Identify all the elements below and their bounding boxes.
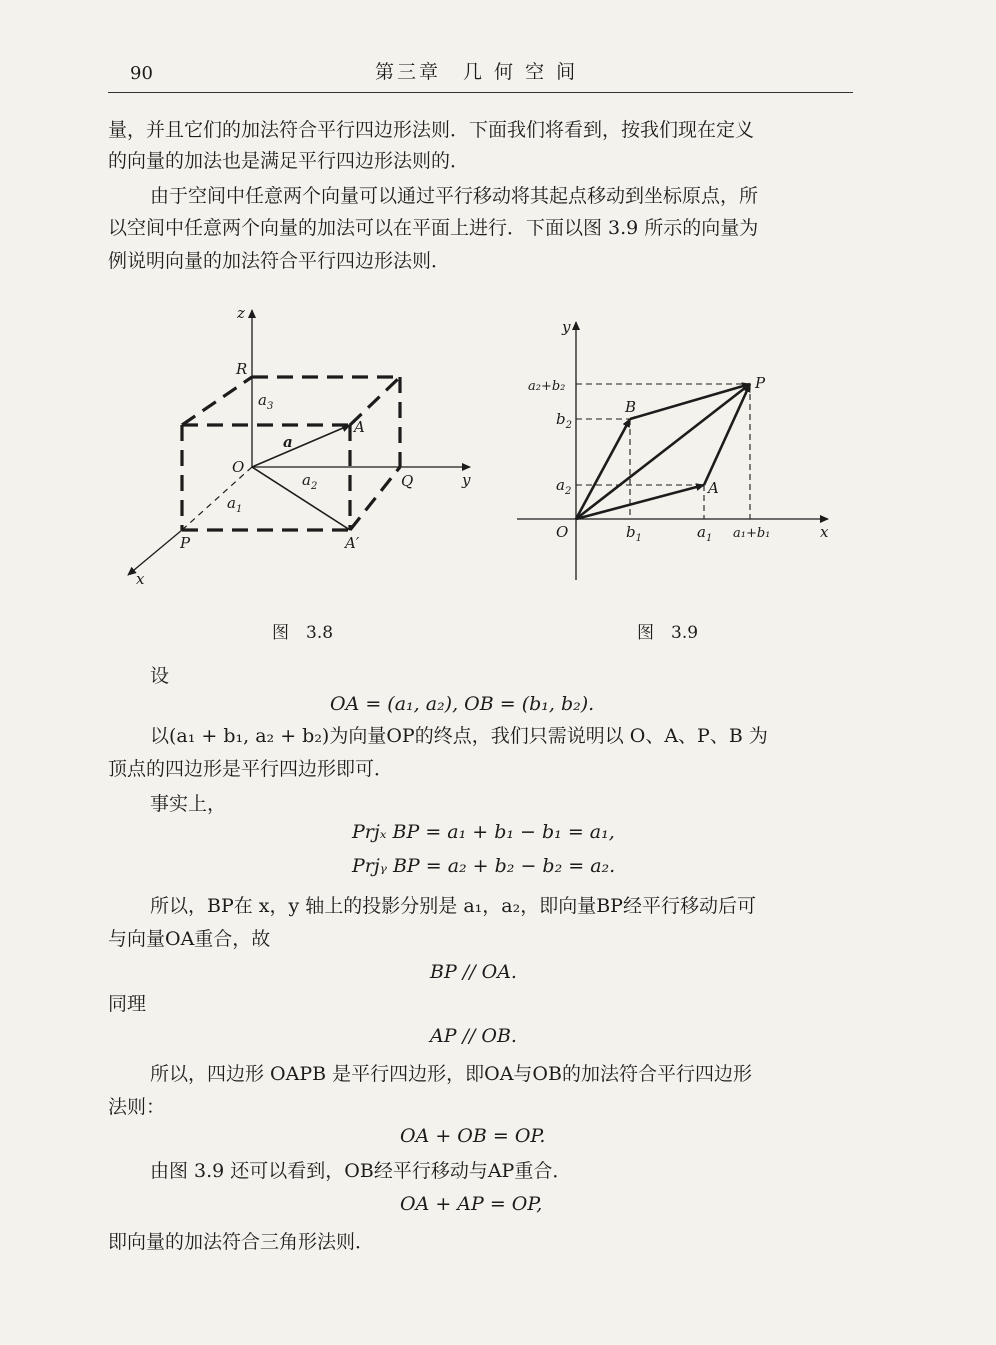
fig38-x-axis-dashed (182, 467, 252, 530)
fig39-labels (528, 318, 829, 544)
paragraph-7-line-1: 所以，四边形 OAPB 是平行四边形，即OA与OB的加法符合平行四边形 (150, 1063, 752, 1085)
fig38-x-axis-solid (128, 530, 182, 575)
fig38-label-A-prime: A′ (345, 534, 360, 552)
fig39-label-a1: $a_1$ (697, 523, 713, 544)
paragraph-5-line-1: 所以，BP在 x，y 轴上的投影分别是 a₁，a₂，即向量BP经平行移动后可 (150, 895, 756, 917)
equation-6: OA + OB = OP. (400, 1125, 546, 1147)
fig39-label-A: A (708, 479, 719, 497)
paragraph-2-line-1: 由于空间中任意两个向量可以通过平行移动将其起点移动到坐标原点，所 (150, 185, 759, 207)
fig38-label-Q: Q (401, 472, 414, 490)
fig38-vector-a (252, 425, 350, 467)
chapter-title: 第三章 几 何 空 间 (375, 61, 579, 83)
fig39-label-O: O (556, 523, 569, 541)
fig38-label-a: a (283, 433, 293, 451)
fig38-label-a1: $a_1$ (227, 494, 243, 515)
paragraph-3-line-1: 以(a₁ + b₁, a₂ + b₂)为向量OP的终点，我们只需说明以 O、A、P、B 为 (150, 725, 768, 747)
fig39-vector-OP (576, 384, 750, 519)
fig38-label-y: y (462, 471, 471, 489)
fig39-label-P: P (755, 374, 766, 392)
paragraph-2-line-2: 以空间中任意两个向量的加法可以在平面上进行．下面以图 3.9 所示的向量为 (108, 217, 759, 239)
equation-3: Prjᵧ BP = a₂ + b₂ − b₂ = a₂. (352, 855, 616, 877)
fig38-label-R: R (236, 360, 248, 378)
fig38-label-O: O (232, 458, 245, 476)
fig39-vector-AP (704, 384, 750, 485)
fig39-label-a1b1: a₁+b₁ (733, 526, 771, 541)
page-number: 90 (130, 63, 153, 84)
fig39-vectors (576, 384, 750, 519)
paragraph-8: 由图 3.9 还可以看到，OB经平行移动与AP重合． (150, 1160, 572, 1182)
equation-4: BP // OA. (430, 961, 517, 983)
paragraph-5-line-2: 与向量OA重合，故 (108, 928, 271, 950)
fig39-vector-BP (630, 384, 750, 419)
fig39-label-a2b2: a₂+b₂ (528, 379, 566, 394)
she-text: 设 (150, 665, 170, 687)
fig39-label-x: x (820, 523, 829, 541)
figure-3-9 (517, 322, 828, 580)
paragraph-9: 即向量的加法符合三角形法则． (108, 1231, 375, 1253)
fig38-label-P: P (180, 534, 191, 552)
paragraph-3-line-2: 顶点的四边形是平行四边形即可． (108, 758, 394, 780)
fig39-label-y: y (562, 318, 571, 336)
fig39-caption: 图 3.9 (637, 623, 699, 643)
paragraph-4: 事实上， (150, 793, 227, 815)
fig39-label-b1: $b_1$ (626, 523, 642, 544)
fig38-label-a3: $a_3$ (258, 391, 274, 412)
fig38-caption: 图 3.8 (272, 623, 334, 643)
paragraph-1-line-1: 量，并且它们的加法符合平行四边形法则．下面我们将看到，按我们现在定义 (108, 119, 755, 141)
paragraph-7-line-2: 法则： (108, 1096, 166, 1118)
fig38-label-a2: $a_2$ (302, 471, 318, 492)
equation-2: Prjₓ BP = a₁ + b₁ − b₁ = a₁, (352, 821, 615, 843)
fig38-label-A: A (354, 418, 365, 436)
fig39-label-b2: $b_2$ (556, 410, 572, 431)
fig38-box-edges (182, 377, 400, 530)
fig38-labels (136, 304, 471, 588)
equation-1: OA = (a₁, a₂), OB = (b₁, b₂). (330, 693, 595, 715)
paragraph-2-line-3: 例说明向量的加法符合平行四边形法则． (108, 250, 451, 272)
fig39-label-B: B (625, 398, 637, 416)
figures-area (0, 0, 996, 660)
equation-7: OA + AP = OP, (400, 1193, 543, 1215)
equation-5: AP // OB. (430, 1025, 517, 1047)
fig39-vector-OB (576, 419, 630, 519)
fig38-label-x: x (136, 570, 145, 588)
paragraph-1-line-2: 的向量的加法也是满足平行四边形法则的． (108, 150, 470, 172)
fig39-vector-OA (576, 485, 704, 519)
fig38-vector-oa-prime (252, 467, 350, 530)
fig38-label-z: z (237, 304, 245, 322)
paragraph-6: 同理 (108, 993, 147, 1015)
fig39-label-a2: $a_2$ (556, 476, 572, 497)
